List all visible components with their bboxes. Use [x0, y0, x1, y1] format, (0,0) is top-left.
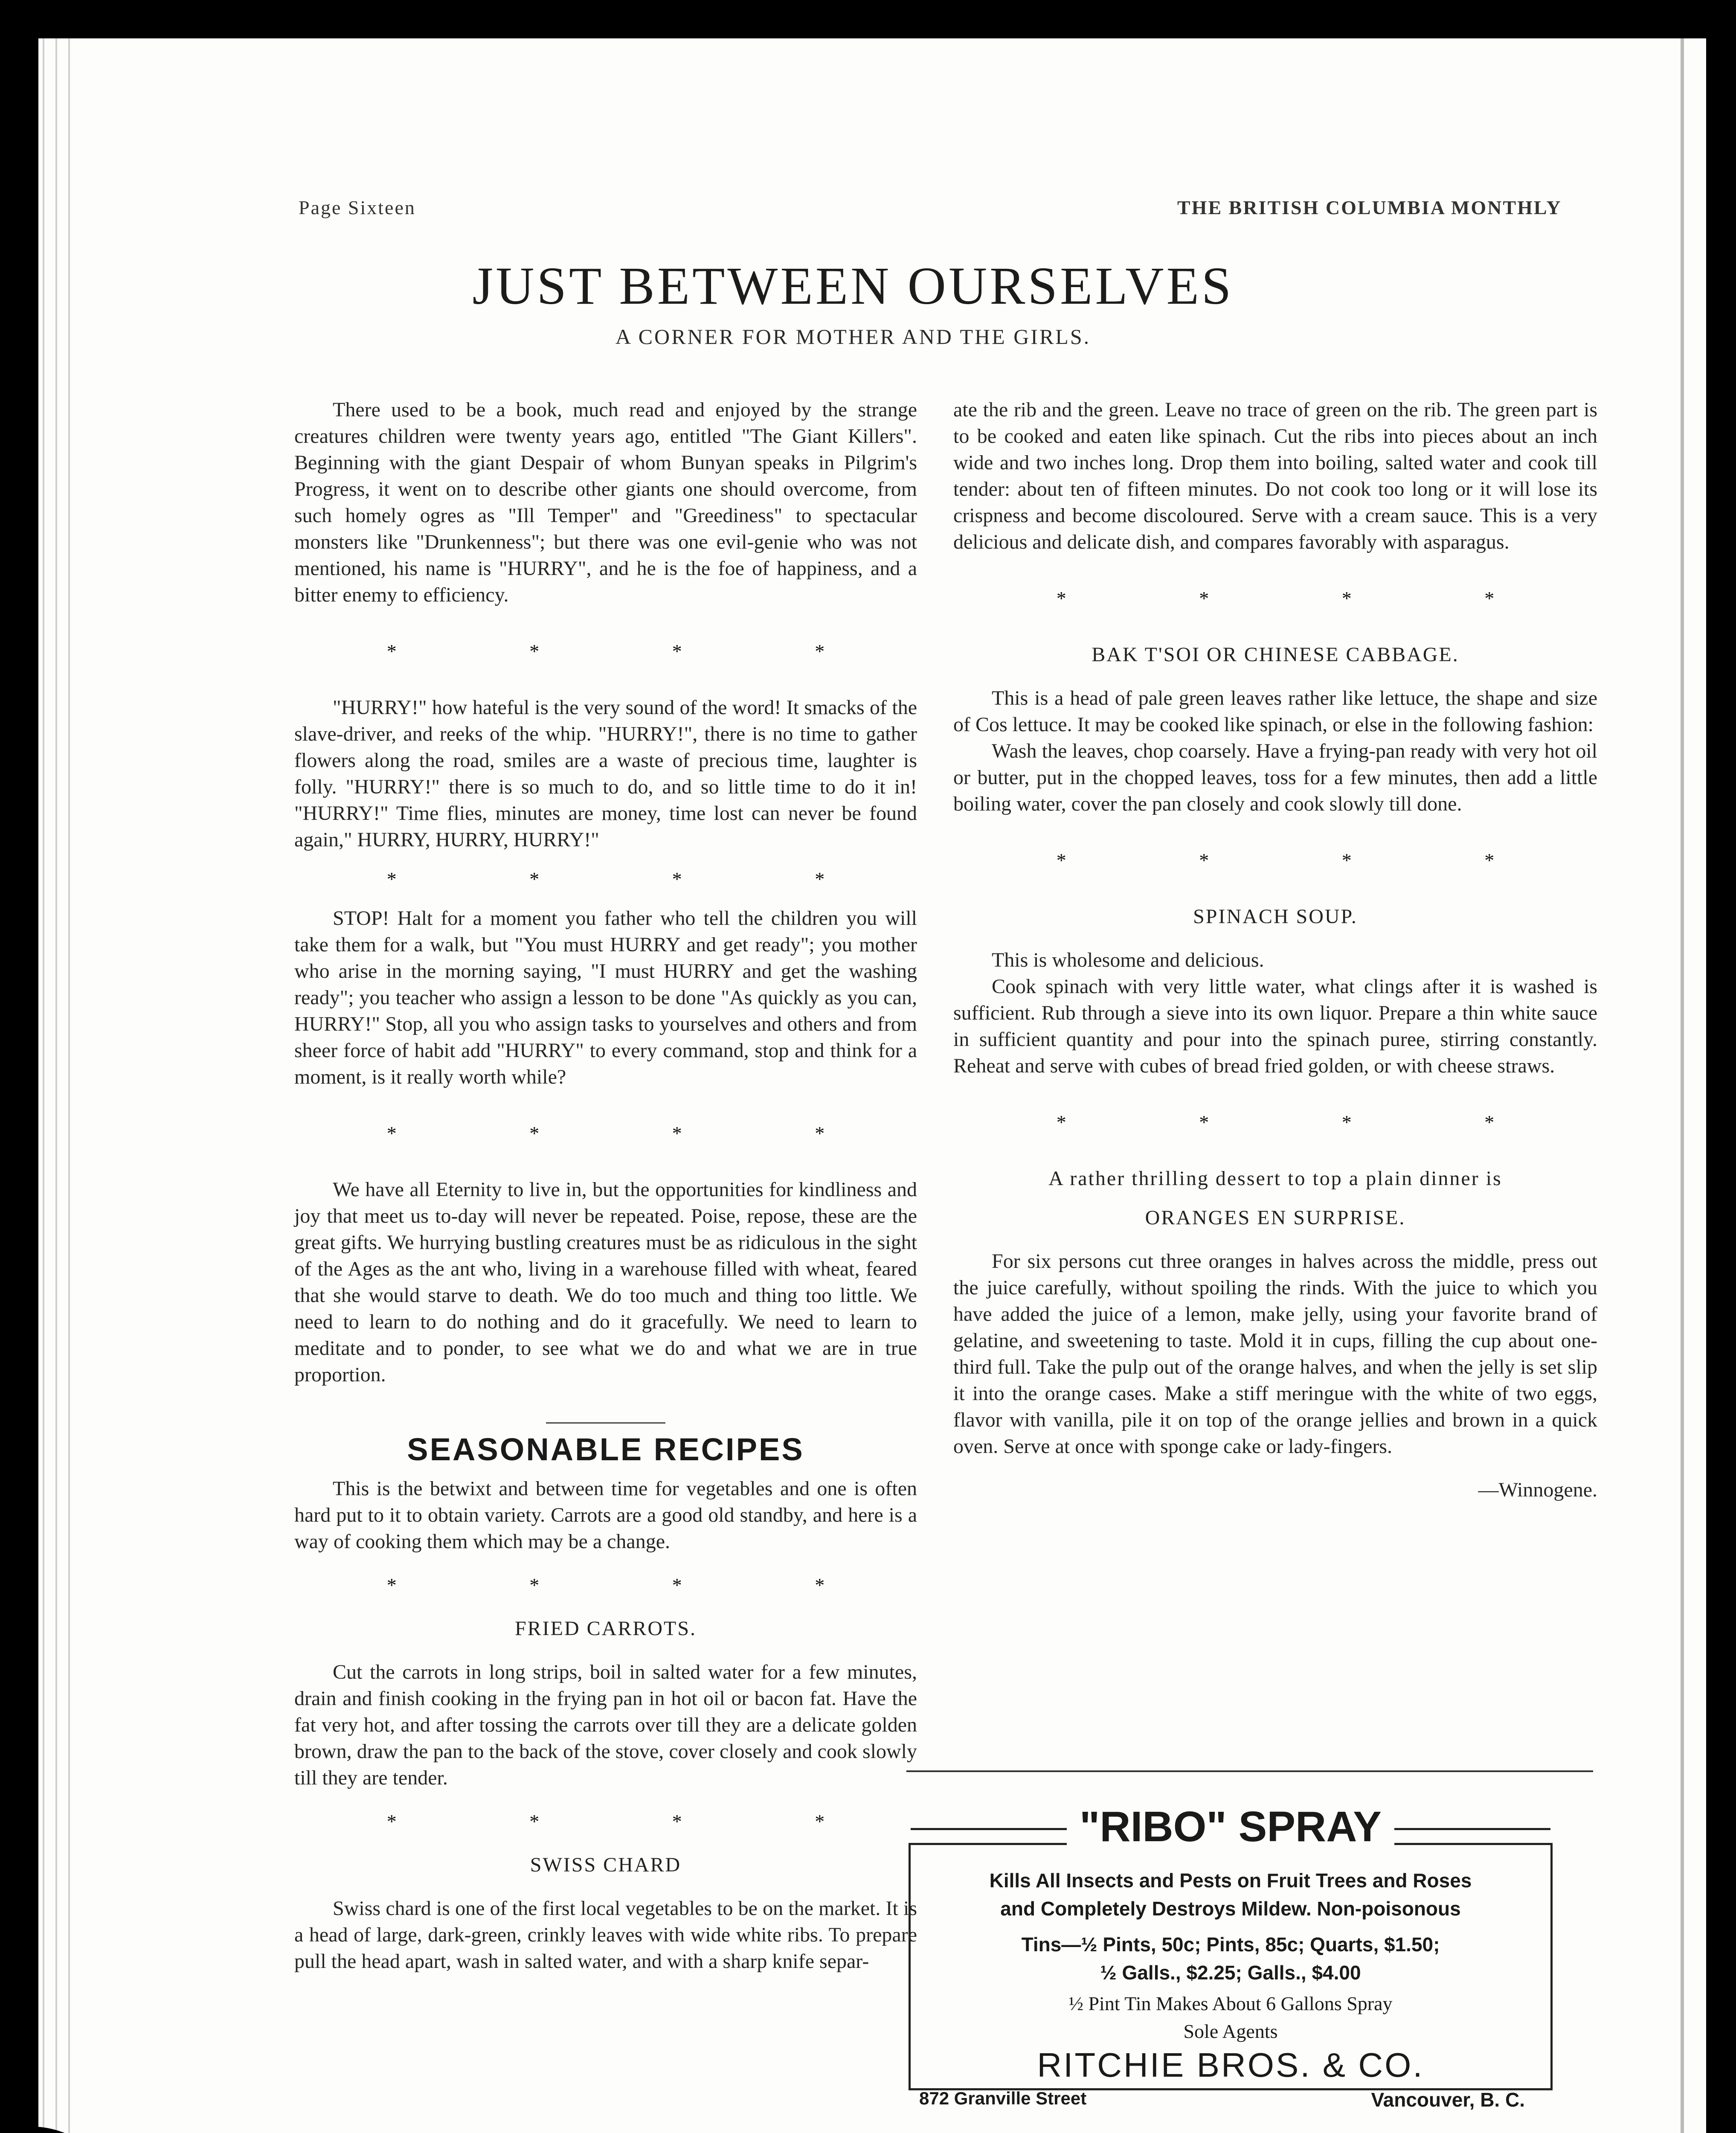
section-divider-stars: * * * *	[1056, 1111, 1559, 1133]
ad-street-address: 872 Granville Street	[919, 2088, 1087, 2108]
section-divider-stars: * * * *	[386, 1574, 889, 1596]
ad-sole-agents: Sole Agents	[1183, 2020, 1278, 2042]
recipe-heading: BAK T'SOI OR CHINESE CABBAGE.	[1092, 643, 1459, 666]
publication-name: THE BRITISH COLUMBIA MONTHLY	[1177, 197, 1562, 218]
article-subtitle: A CORNER FOR MOTHER AND THE GIRLS.	[615, 325, 1091, 349]
author-signature: —Winnogene.	[1478, 1479, 1597, 1501]
paragraph: "HURRY!" how hateful is the very sound of the word! It smacks of the slave-driver, and reeks of the whip. "HURRY!", there is no time to gather flowers along the road, smiles are a waste of precious time, laughter is folly. "HURRY!" there is so much to do, and so little time to do it in! "HURRY!" Time flies, minutes are money, time lost can never be found again," HURRY, HURRY, HURRY!"	[294, 696, 917, 851]
divider-rule	[546, 1422, 665, 1424]
divider-rule	[906, 1770, 1593, 1772]
section-divider-stars: * * * *	[386, 868, 889, 890]
ad-company-name: RITCHIE BROS. & CO.	[1037, 2046, 1424, 2084]
ad-line: and Completely Destroys Mildew. Non-poisonous	[1000, 1898, 1461, 1920]
left-column	[294, 397, 917, 1975]
ad-title	[911, 1802, 1550, 1851]
advertisement-box	[909, 1803, 1553, 2111]
paragraph: We have all Eternity to live in, but the opportunities for kindliness and joy that meet us to-day will never be repeated. Poise, repose, these are the great gifts. We hurrying bustling creatures must be as ridiculous in the sight of the Ages as the ant who, living in a warehouse filled with wheat, feared that she would starve to death. We do too much and thing too little. We need to learn to do nothing and do it gracefully. We need to learn to meditate and to ponder, to see what we do and what we are in true proportion.	[294, 1178, 917, 1386]
paragraph: For six persons cut three oranges in halves across the middle, press out the juice carefully, without spoiling the rinds. With the juice to which you have added the juice of a lemon, make jelly, using your favorite brand of gelatine, and sweetening to taste. Mold it in cups, filling the cup about one-third full. Take the pulp out of the orange halves, and when the jelly is set slip it into the orange cases. Make a stiff meringue with the white of two eggs, flavor with vanilla, pile it on top of the orange jellies and brown in a quick oven. Serve at once with sponge cake or lady-fingers.	[953, 1250, 1597, 1458]
ad-prices	[911, 1930, 1550, 1987]
ad-city: Vancouver, B. C.	[1371, 2089, 1525, 2111]
ad-title-text: "RIBO" SPRAY	[1067, 1803, 1394, 1851]
page-number: Page Sixteen	[299, 197, 416, 218]
paragraph: Cook spinach with very little water, what clings after it is washed is sufficient. Rub through a sieve into its own liquor. Prepare a thin white sauce in sufficient quantity and pour into the spinach puree, stirring constantly. Reheat and serve with cubes of bread fried golden, or with cheese straws.	[953, 975, 1597, 1077]
page-edge	[43, 38, 44, 2133]
dessert-intro: A rather thrilling dessert to top a plain dinner is	[1048, 1167, 1502, 1190]
recipes-heading: SEASONABLE RECIPES	[407, 1432, 804, 1467]
recipe-heading: SWISS CHARD	[530, 1854, 682, 1876]
section-divider-stars: * * * *	[386, 1810, 889, 1832]
section-divider-stars: * * * *	[386, 1122, 889, 1144]
ad-spray-note: ½ Pint Tin Makes About 6 Gallons Spray	[1068, 1993, 1393, 2014]
recipe-heading: SPINACH SOUP.	[1193, 905, 1358, 928]
recipe-heading: ORANGES EN SURPRISE.	[1145, 1206, 1406, 1229]
recipe-heading: FRIED CARROTS.	[514, 1617, 697, 1640]
paragraph: ate the rib and the green. Leave no trace of green on the rib. The green part is to be cooked and eaten like spinach. Cut the ribs into pieces about an inch wide and two inches long. Drop them into boiling, salted water and cook till tender: about ten of fifteen minutes. Do not cook too long or it will lose its crispness and become discoloured. Serve with a cream sauce. This is a very delicious and delicate dish, and compares favorably with asparagus.	[953, 398, 1597, 553]
paragraph: This is the betwixt and between time for vegetables and one is often hard put to it to obtain variety. Carrots are a good old standby, and here is a way of cooking them which may be a change.	[294, 1477, 917, 1553]
right-column	[953, 397, 1597, 1503]
article-title: JUST BETWEEN OURSELVES	[472, 257, 1234, 316]
page-edge	[55, 38, 57, 2133]
paragraph: There used to be a book, much read and enjoyed by the strange creatures children were twenty years ago, entitled "The Giant Killers". Beginning with the giant Despair of whom Bunyan speaks in Pilgrim's Progress, it went on to describe other giants one should overcome, from such homely ogres as "Ill Temper" and "Greediness" to spectacular monsters like "Drunkenness"; but there was one evil-genie who was not mentioned, his name is "HURRY", and he is the foe of happiness, and a bitter enemy to efficiency.	[294, 398, 917, 606]
paragraph: Swiss chard is one of the first local vegetables to be on the market. It is a head of large, dark-green, crinkly leaves with wide white ribs. To prepare pull the head apart, wash in salted water, and with a sharp knife separ-	[294, 1897, 917, 1973]
paragraph: This is a head of pale green leaves rather like lettuce, the shape and size of Cos lettuce. It may be cooked like spinach, or else in the following fashion:	[953, 687, 1597, 736]
ad-price-line: Tins—½ Pints, 50c; Pints, 85c; Quarts, $1.50;	[1021, 1933, 1440, 1956]
paragraph: Wash the leaves, chop coarsely. Have a frying-pan ready with very hot oil or butter, put in the chopped leaves, toss for a few minutes, then add a little boiling water, cover the pan closely and cook slowly till done.	[953, 740, 1597, 815]
page-edge	[1681, 38, 1684, 2133]
section-divider-stars: * * * *	[1056, 849, 1559, 871]
ad-description	[911, 1866, 1550, 1923]
ad-price-line: ½ Galls., $2.25; Galls., $4.00	[1100, 1962, 1361, 1984]
ad-line: Kills All Insects and Pests on Fruit Trees and Roses	[989, 1869, 1472, 1892]
section-divider-stars: * * * *	[1056, 587, 1559, 609]
section-divider-stars: * * * *	[386, 640, 889, 662]
page-edge	[68, 38, 70, 2133]
paragraph: Cut the carrots in long strips, boil in salted water for a few minutes, drain and finish cooking in the frying pan in hot oil or bacon fat. Have the fat very hot, and after tossing the carrots over till they are a delicate golden brown, draw the pan to the back of the stove, cover closely and cook slowly till they are tender.	[294, 1661, 917, 1789]
paragraph: STOP! Halt for a moment you father who tell the children you will take them for a walk, but "You must HURRY and get ready"; you mother who arise in the morning saying, "I must HURRY and get the washing ready"; you teacher who assign a lesson to be done "As quickly as you can, HURRY!" Stop, all you who assign tasks to yourselves and others and from sheer force of habit add "HURRY" to every command, stop and think for a moment, is it really worth while?	[294, 907, 917, 1088]
paragraph: This is wholesome and delicious.	[992, 949, 1264, 971]
